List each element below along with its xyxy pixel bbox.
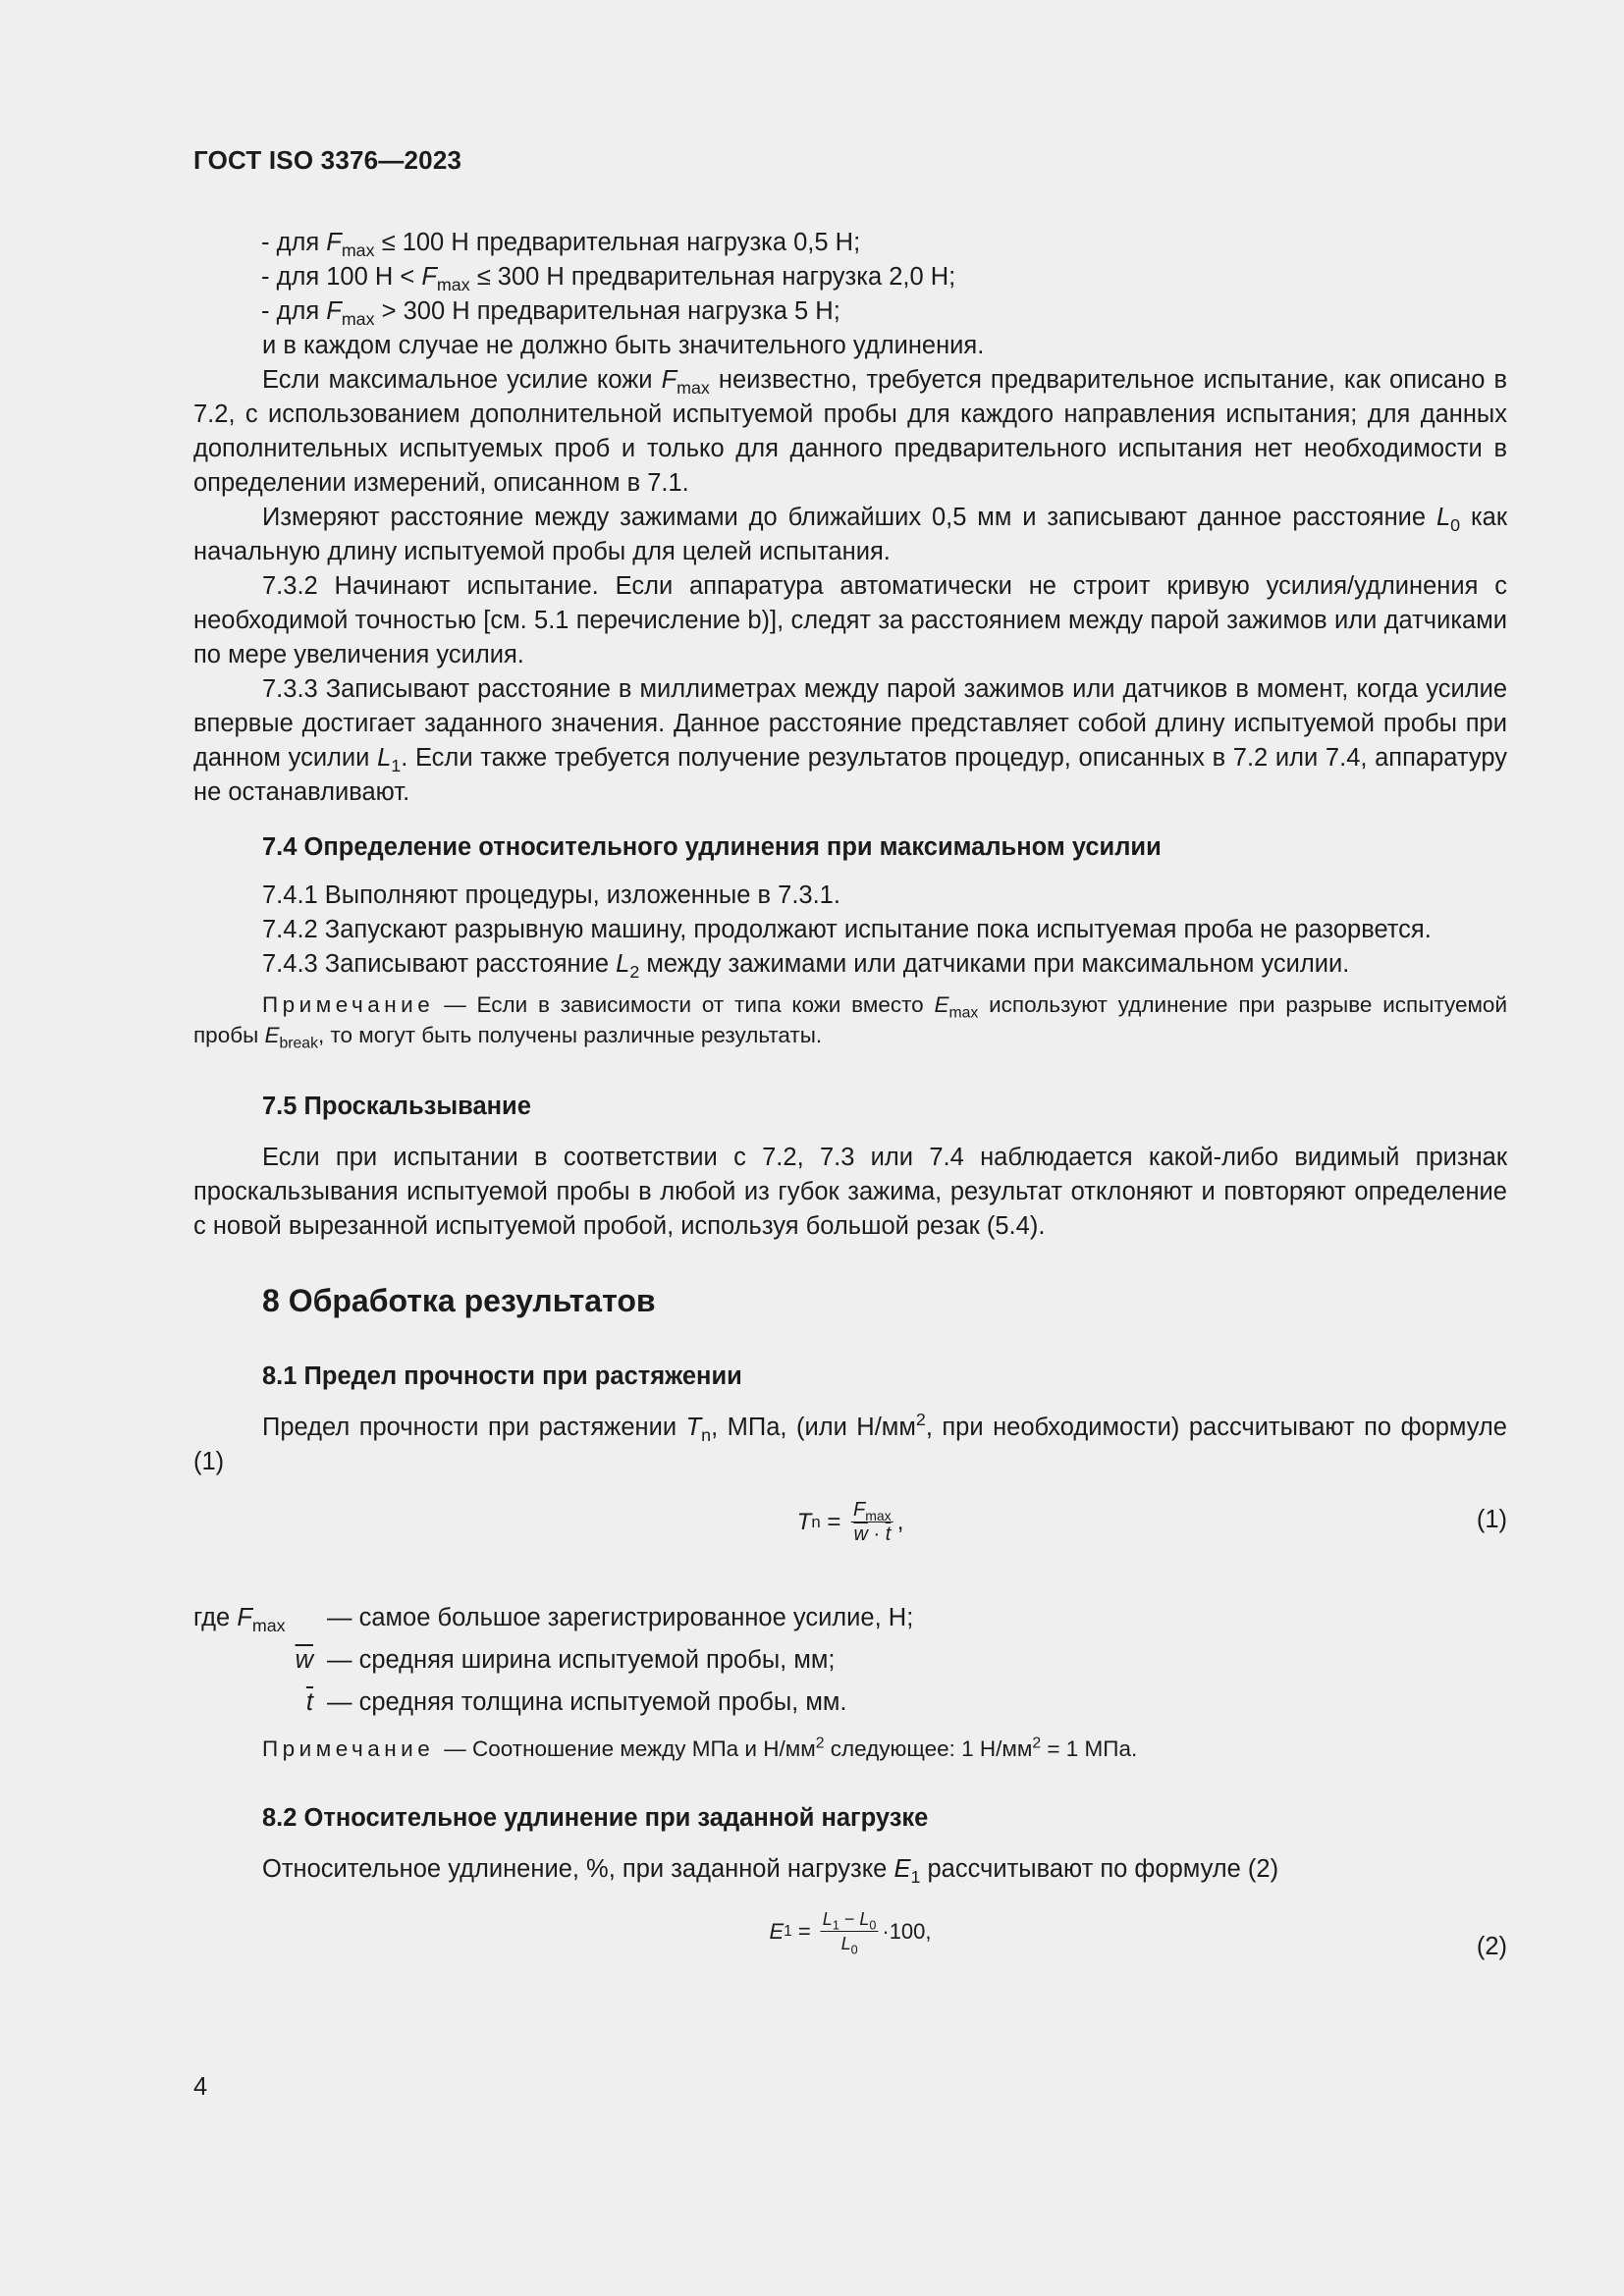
formula-1-expression: T n = $\frac{F_{max}}{\overline{w} \cdot \overline{t}}$ ,	[796, 1499, 904, 1545]
page-number: 4	[193, 2073, 208, 2101]
page-body	[193, 226, 1507, 1981]
list-item: - для 100 $Н < F_{max} \le 300$ Н предварительная нагрузка 2,0 Н;	[261, 263, 956, 295]
paragraph-8-1: Предел прочности при растяжении $T_n$, МПа, (или $Н/мм^2$, при необходимости) рассчитывают по формуле (1)	[193, 1410, 1507, 1475]
paragraph-7-4-2: 7.4.2 Запускают разрывную машину, продолжают испытание пока испытуемая проба не разорвется.	[262, 916, 1432, 943]
definition-row: $\overline{w}$ — средняя ширина испытуемой пробы, мм;	[295, 1646, 836, 1674]
formula-2-expression: E 1 = $\frac{L_1 - L_0}{L_0}$ ·100,	[769, 1909, 932, 1957]
note: Примечание — Соотношение между МПа и $Н/мм^2$ следующее: 1 $Н/мм^2 = 1$ МПа.	[262, 1735, 1138, 1761]
section-heading-8: 8 Обработка результатов	[262, 1283, 656, 1318]
list-item: - для $F_{max} \le 100$ Н предварительная нагрузка 0,5 Н;	[261, 229, 861, 261]
paragraph-7-3-3: 7.3.3 Записывают расстояние в миллиметрах между парой зажимов или датчиков в момент, когда усилие впервые достигает заданного значения. Данное расстояние представляет собой длину испытуемой пробы при данном усилии $L_1$. Если также требуется получение результатов процедур, описанных в 7.2 или 7.4, аппаратуру не останавливают.	[193, 675, 1507, 806]
paragraph-7-3-2: 7.3.2 Начинают испытание. Если аппаратура автоматически не строит кривую усилия/удлинения с необходимой точностью [см. 5.1 перечисление b)], следят за расстоянием между парой зажимов или датчиками по мере увеличения усилия.	[193, 572, 1507, 668]
note-label: Примечание	[262, 992, 435, 1017]
formula-1-fraction: $\frac{F_{max}}{\overline{w} \cdot \overline{t}}$	[853, 1499, 892, 1545]
note-label: Примечание	[262, 1736, 435, 1761]
section-heading-8-1: 8.1 Предел прочности при растяжении	[262, 1362, 742, 1390]
section-heading-7-5: 7.5 Проскальзывание	[262, 1093, 531, 1120]
section-heading-8-2: 8.2 Относительное удлинение при заданной нагрузке	[262, 1804, 929, 1832]
definition-row: где $F_{max}$ — самое большое зарегистрированное усилие, Н;	[193, 1604, 914, 1636]
formula-2-fraction: $\frac{L_1 - L_0}{L_0}$	[822, 1909, 877, 1957]
definitions-list	[193, 1601, 1507, 1720]
formula-2	[193, 1908, 1507, 1981]
paragraph-8-2: Относительное удлинение, %, при заданной нагрузке $E_1$ рассчитывают по формуле (2)	[262, 1855, 1279, 1888]
note: Примечание — Если в зависимости от типа кожи вместо $E_{max}$ используют удлинение при разрыве испытуемой пробы $E_{break}$, то могут быть получены различные результаты.	[193, 992, 1508, 1052]
paragraph-7-4-1: 7.4.1 Выполняют процедуры, изложенные в 7.3.1.	[262, 881, 840, 909]
formula-2-number: (2)	[1476, 1933, 1507, 1960]
list-item: - для $F_{max} > 300$ Н предварительная нагрузка 5 Н;	[261, 297, 840, 330]
paragraph: и в каждом случае не должно быть значительного удлинения.	[262, 332, 985, 359]
formula-1	[193, 1499, 1507, 1572]
paragraph: Измеряют расстояние между зажимами до ближайших 0,5 мм и записывают данное расстояние $L_0$ как начальную длину испытуемой пробы для целей испытания.	[193, 504, 1507, 565]
formula-1-number: (1)	[1476, 1506, 1507, 1533]
paragraph: Если максимальное усилие кожи $F_{max}$ неизвестно, требуется предварительное испытание, как описано в 7.2, с использованием дополнительной испытуемой пробы для каждого направления испытания; для данных дополнительных испытуемых проб и только для данного предварительного испытания нет необходимости в определении измерений, описанном в 7.1.	[193, 366, 1508, 497]
definition-row: $\overline{t}$ — средняя толщина испытуемой пробы, мм.	[305, 1688, 847, 1716]
paragraph-7-5: Если при испытании в соответствии с 7.2, 7.3 или 7.4 наблюдается какой-либо видимый признак проскальзывания испытуемой пробы в любой из губок зажима, результат отклоняют и повторяют определение с новой вырезанной испытуемой пробой, используя большой резак (5.4).	[193, 1144, 1507, 1240]
document-header: ГОСТ ISO 3376—2023	[193, 145, 462, 175]
section-heading-7-4: 7.4 Определение относительного удлинения при максимальном усилии	[262, 833, 1162, 861]
paragraph-7-4-3: 7.4.3 Записывают расстояние $L_2$ между зажимами или датчиками при максимальном усилии.	[262, 950, 1350, 983]
